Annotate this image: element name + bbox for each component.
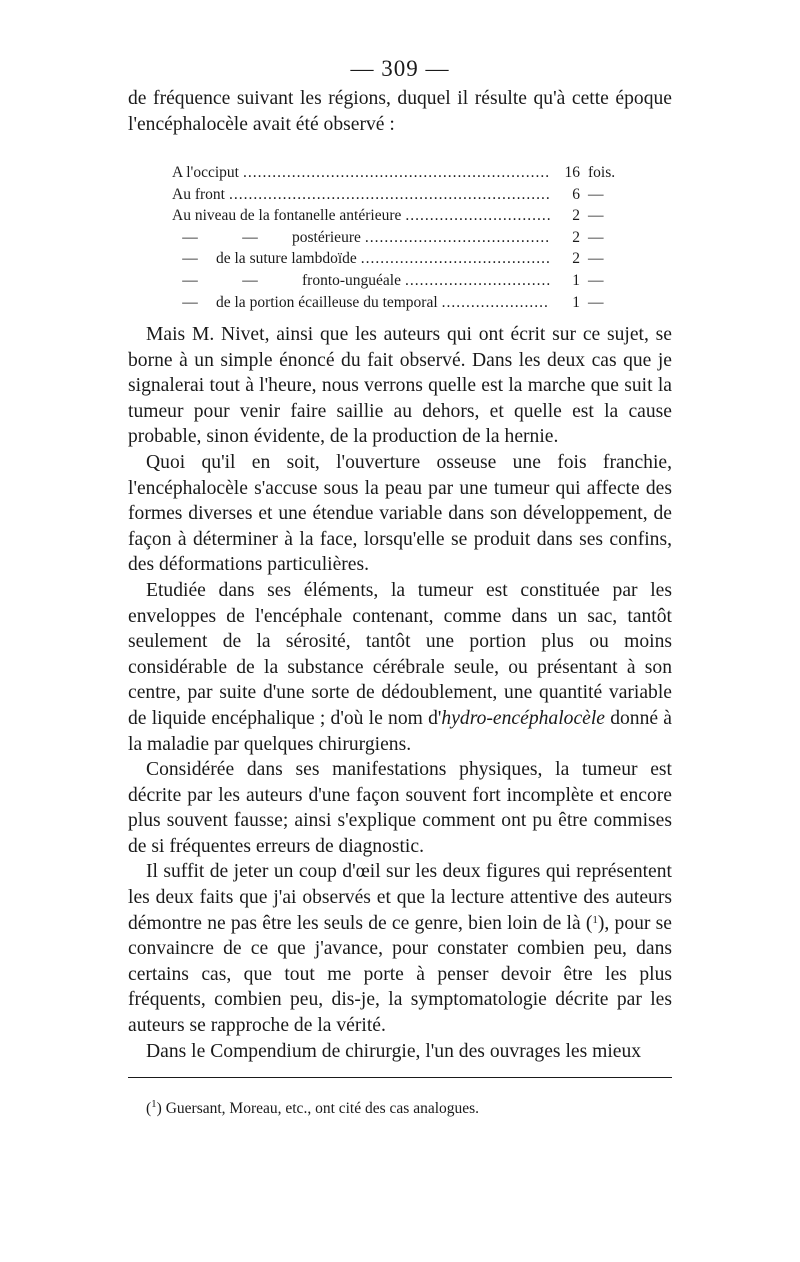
ditto-dash: —	[182, 293, 198, 311]
dot-leader	[405, 270, 550, 292]
frequency-row	[172, 270, 632, 292]
intro-paragraph	[128, 86, 672, 137]
dot-leader	[442, 292, 550, 314]
row-label: fronto-unguéale	[302, 271, 401, 289]
row-count: 16	[564, 164, 580, 181]
row-count: 6	[572, 185, 580, 203]
paragraph: Mais M. Nivet, ainsi que les auteurs qui ont écrit sur ce sujet, se borne à un simple énoncé du fait observé. Dans les deux cas que je signalerai tout à l'heure, nous verrons quelle est la marche que suit la tumeur pour venir faire saillie au dehors, et quelle est la cause probable, sinon évidente, de la production de la hernie.	[128, 324, 672, 448]
italic-term: hydro-encéphalocèle	[441, 707, 605, 729]
row-count: 2	[572, 228, 580, 246]
row-unit: —	[588, 228, 604, 246]
row-unit: —	[588, 185, 604, 203]
ditto-dash: —	[182, 250, 198, 268]
frequency-row	[172, 162, 632, 184]
row-count: 2	[572, 250, 580, 268]
paragraph-text: ), pour se convaincre de ce que j'avance, pour constater combien peu, dans certains cas, que tout me porte à penser devoir être les plus fréquents, combien peu, dis-je, la symptomatologie décrite par les auteurs se rapproche de la vérité.	[128, 912, 672, 1037]
frequency-row	[172, 184, 632, 206]
row-label: Au front	[172, 185, 225, 203]
intro-text: de fréquence suivant les régions, duquel il résulte qu'à cette époque l'encéphalocèle avait été observé :	[128, 88, 672, 135]
dot-leader	[361, 248, 550, 270]
paragraph: Considérée dans ses manifestations physiques, la tumeur est décrite par les auteurs d'une façon souvent fort incomplète et encore plus souvent fausse; ainsi s'explique comment ont pu être commises de si fréquentes erreurs de diagnostic.	[128, 759, 672, 857]
dot-leader	[365, 227, 550, 249]
footnote: ($^1$) Guersant, Moreau, etc., ont cité des cas analogues.	[146, 1098, 480, 1117]
footnote-text: Guersant, Moreau, etc., ont cité des cas analogues.	[161, 1100, 480, 1117]
row-label: Au niveau de la fontanelle antérieure	[172, 207, 402, 225]
dot-leader	[243, 162, 550, 184]
footnote-divider	[128, 1077, 672, 1078]
frequency-table	[172, 162, 632, 313]
paragraph	[128, 578, 672, 757]
dot-leader	[405, 205, 550, 227]
footnote-marker: 1	[151, 1098, 157, 1110]
row-count: 1	[572, 271, 580, 289]
ditto-dash: —	[242, 228, 258, 246]
frequency-row	[172, 227, 632, 249]
paragraph: Dans le Compendium de chirurgie, l'un des ouvrages les mieux	[146, 1040, 642, 1062]
paragraph-text: Etudiée dans ses éléments, la tumeur est constituée par les enveloppes de l'encéphale contenant, comme dans un sac, tantôt seulement de la sérosité, tantôt une portion plus ou moins considérable de la substance cérébrale seule, ou présentant à son centre, par suite d'une sorte de dédoublement, une quantité variable de liquide encéphalique ; d'où le nom d'	[128, 579, 672, 729]
row-unit: —	[588, 250, 604, 268]
paragraph	[128, 859, 672, 1038]
paragraph-text: donné à la maladie par quelques chirurgiens.	[128, 707, 672, 755]
footnote-reference[interactable]: 1	[592, 913, 598, 926]
row-label: postérieure	[292, 228, 361, 246]
row-count: 2	[572, 207, 580, 225]
row-unit: —	[588, 271, 604, 289]
frequency-row	[172, 292, 632, 314]
row-unit: —	[588, 293, 604, 311]
paragraph: Quoi qu'il en soit, l'ouverture osseuse une fois franchie, l'encéphalocèle s'accuse sous la peau par une tumeur qui affecte des formes diverses et une étendue variable dans son développement, de façon à déterminer à la face, lorsqu'elle se produit dans ses confins, des déformations particulières.	[128, 451, 672, 576]
dot-leader	[229, 184, 550, 206]
ditto-dash: —	[182, 228, 198, 246]
row-count: 1	[572, 293, 580, 311]
row-label: de la suture lambdoïde	[216, 250, 357, 268]
row-unit: fois.	[588, 164, 616, 181]
row-label: de la portion écailleuse du temporal	[216, 293, 438, 311]
ditto-dash: —	[182, 271, 198, 289]
row-unit: —	[588, 207, 604, 225]
frequency-row	[172, 248, 632, 270]
ditto-dash: —	[242, 271, 258, 289]
row-label: A l'occiput	[172, 164, 239, 181]
frequency-row	[172, 205, 632, 227]
page-number: — 309 —	[350, 56, 450, 81]
paragraph-text: Il suffit de jeter un coup d'œil sur les deux figures qui représentent les deux faits que j'ai observés et que la lecture attentive des auteurs démontre ne pas être les seuls de ce genre, bien loin de là (	[128, 861, 672, 934]
main-text	[128, 322, 672, 1064]
